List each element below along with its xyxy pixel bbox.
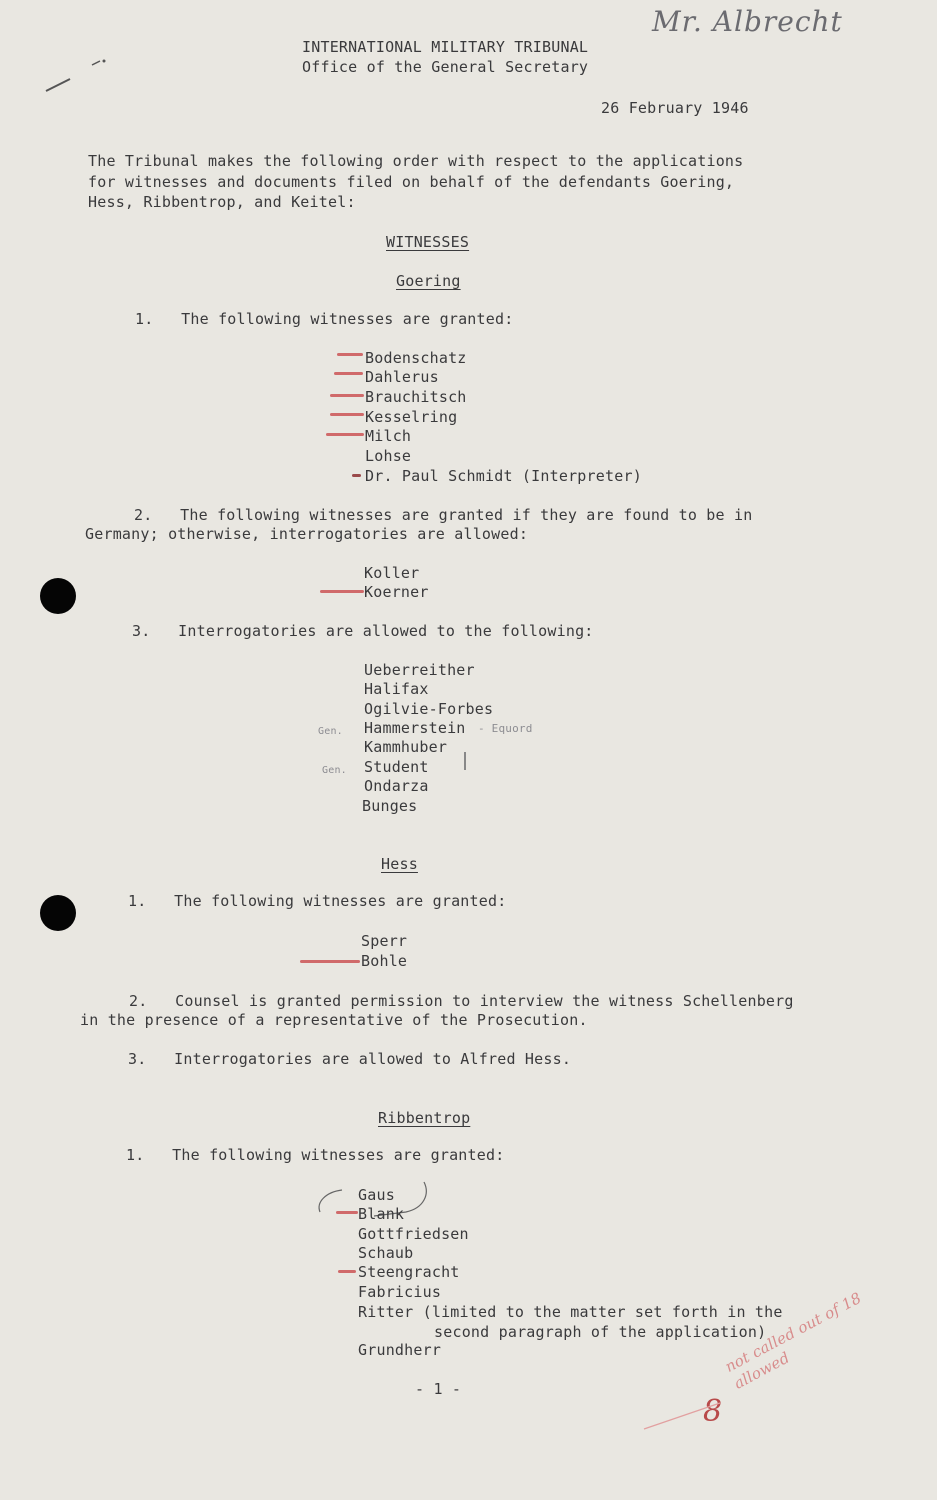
intro-line-2: for witnesses and documents filed on behalf of the defendants Goering, bbox=[88, 173, 735, 191]
red-check-mark bbox=[300, 960, 360, 963]
hess-item-1: 1. The following witnesses are granted: bbox=[128, 892, 507, 910]
handwritten-count: 8 bbox=[703, 1394, 723, 1429]
goering-item-2-line-1: 2. The following witnesses are granted if they are found to be in bbox=[134, 506, 753, 524]
witness-ritter: Ritter (limited to the matter set forth in the bbox=[358, 1303, 783, 1321]
witness-bohle: Bohle bbox=[361, 952, 408, 970]
witness-blank: Blank bbox=[358, 1205, 405, 1223]
red-check-mark bbox=[337, 353, 363, 356]
red-check-mark bbox=[338, 1270, 356, 1273]
handwritten-name: Mr. Albrecht bbox=[652, 5, 843, 38]
interrogatory-ueberreither: Ueberreither bbox=[364, 661, 475, 679]
office-subtitle: Office of the General Secretary bbox=[302, 58, 589, 76]
red-check-mark bbox=[326, 433, 364, 436]
interrogatory-ogilvie-forbes: Ogilvie-Forbes bbox=[364, 700, 494, 718]
goering-item-2-line-2: Germany; otherwise, interrogatories are allowed: bbox=[85, 525, 529, 543]
hess-item-3: 3. Interrogatories are allowed to Alfred Hess. bbox=[128, 1050, 572, 1068]
punch-hole bbox=[40, 578, 76, 614]
margin-note-equord: - Equord bbox=[478, 722, 533, 735]
hess-item-2-line-1: 2. Counsel is granted permission to interview the witness Schellenberg bbox=[129, 992, 794, 1010]
red-line-mark bbox=[640, 1395, 730, 1435]
witness-koerner: Koerner bbox=[364, 583, 429, 601]
pencil-mark bbox=[40, 55, 110, 100]
witness-fabricius: Fabricius bbox=[358, 1283, 442, 1301]
red-check-mark bbox=[334, 372, 363, 375]
hess-item-2-line-2: in the presence of a representative of the Prosecution. bbox=[80, 1011, 588, 1029]
witness-milch: Milch bbox=[365, 427, 412, 445]
witness-schaub: Schaub bbox=[358, 1244, 414, 1262]
interrogatory-bunges: Bunges bbox=[362, 797, 418, 815]
interrogatory-halifax: Halifax bbox=[364, 680, 429, 698]
witness-kesselring: Kesselring bbox=[365, 408, 458, 426]
handwritten-note: not called out of 18 allowed bbox=[722, 1288, 865, 1393]
heading-hess: Hess bbox=[381, 855, 418, 873]
red-check-mark bbox=[336, 1211, 358, 1214]
intro-line-3: Hess, Ribbentrop, and Keitel: bbox=[88, 193, 356, 211]
witness-sperr: Sperr bbox=[361, 932, 408, 950]
interrogatory-kammhuber: Kammhuber bbox=[364, 738, 448, 756]
heading-ribbentrop: Ribbentrop bbox=[378, 1109, 471, 1127]
margin-note-gen: Gen. bbox=[318, 726, 343, 737]
margin-note-gen: Gen. bbox=[322, 765, 347, 776]
red-check-mark bbox=[320, 590, 364, 593]
witness-lohse: Lohse bbox=[365, 447, 412, 465]
goering-item-3: 3. Interrogatories are allowed to the following: bbox=[132, 622, 594, 640]
witness-dahlerus: Dahlerus bbox=[365, 368, 439, 386]
section-title-witnesses: WITNESSES bbox=[386, 233, 470, 251]
witness-bodenschatz: Bodenschatz bbox=[365, 349, 467, 367]
interrogatory-hammerstein: Hammerstein bbox=[364, 719, 466, 737]
document-date: 26 February 1946 bbox=[601, 99, 749, 117]
interrogatory-student: Student bbox=[364, 758, 429, 776]
red-check-mark bbox=[330, 394, 364, 397]
page-number: - 1 - bbox=[415, 1380, 462, 1398]
witness-paul-schmidt: Dr. Paul Schmidt (Interpreter) bbox=[365, 467, 642, 485]
witness-ritter-continued: second paragraph of the application) bbox=[434, 1323, 767, 1341]
punch-hole bbox=[40, 895, 76, 931]
witness-grundherr: Grundherr bbox=[358, 1341, 442, 1359]
witness-koller: Koller bbox=[364, 564, 420, 582]
witness-gottfriedsen: Gottfriedsen bbox=[358, 1225, 469, 1243]
witness-brauchitsch: Brauchitsch bbox=[365, 388, 467, 406]
heading-goering: Goering bbox=[396, 272, 461, 290]
goering-item-1: 1. The following witnesses are granted: bbox=[135, 310, 514, 328]
interrogatory-ondarza: Ondarza bbox=[364, 777, 429, 795]
tribunal-title: INTERNATIONAL MILITARY TRIBUNAL bbox=[302, 38, 589, 56]
pencil-tick bbox=[464, 752, 466, 770]
intro-line-1: The Tribunal makes the following order with respect to the applications bbox=[88, 152, 744, 170]
witness-gaus: Gaus bbox=[358, 1186, 395, 1204]
witness-steengracht: Steengracht bbox=[358, 1263, 460, 1281]
ribbentrop-item-1: 1. The following witnesses are granted: bbox=[126, 1146, 505, 1164]
red-check-mark bbox=[330, 413, 364, 416]
red-check-mark bbox=[352, 474, 361, 477]
